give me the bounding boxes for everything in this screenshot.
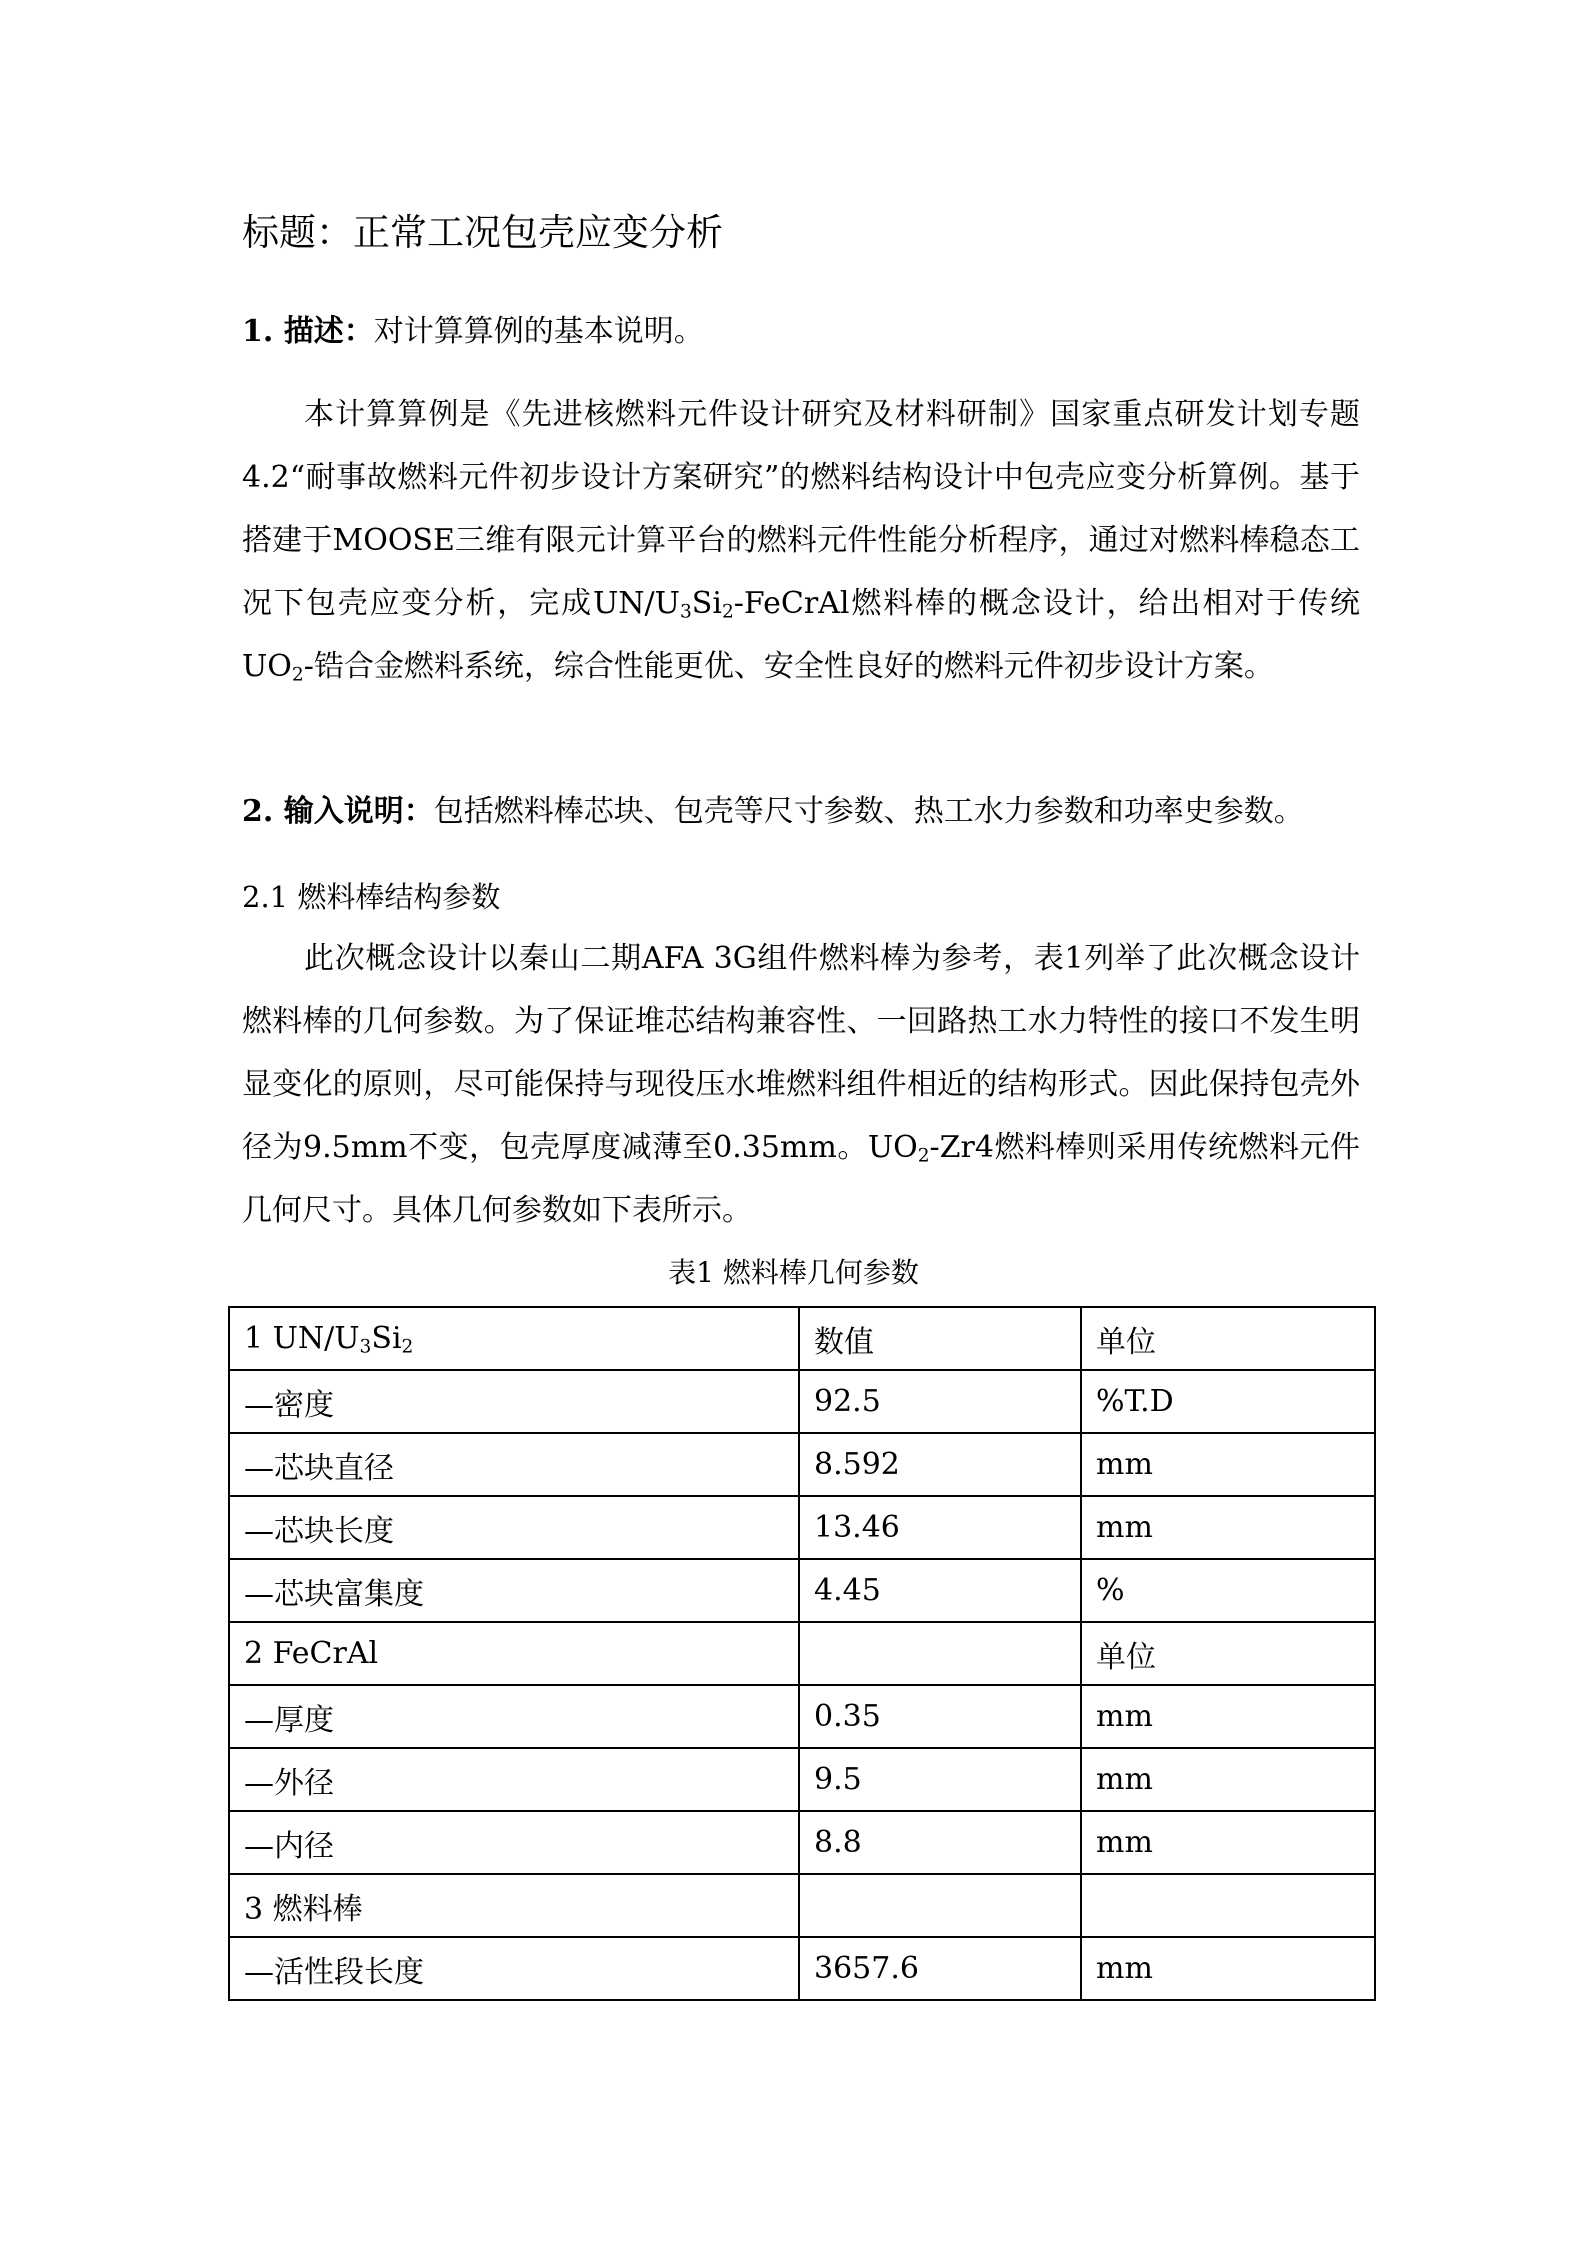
table-cell-value [799, 1874, 1081, 1937]
para2-text-a: 此次概念设计以秦山二期AFA 3G组件燃料棒为参考，表1列举了此次概念设计燃料棒的几何参数。为了保证堆芯结构兼容性、一回路热工水力特性的接口不发生明显变化的原则，尽可能保持与现役压水堆燃料组件相近的结构形式。因此保持包壳外径为9.5mm不变，包壳厚度减薄至0.35mm。UO [242, 941, 1360, 1165]
section-2-1-heading: 2.1 燃料棒结构参数 [242, 880, 501, 914]
section-2-heading: 2. 输入说明： [242, 794, 434, 829]
table-cell-unit: mm [1081, 1496, 1375, 1559]
table-cell-name: —外径 [229, 1748, 799, 1811]
para1-text-b: Si [691, 586, 722, 621]
table-row [229, 1622, 1375, 1685]
table-cell-value: 4.45 [799, 1559, 1081, 1622]
table-caption: 表1 燃料棒几何参数 [668, 1256, 919, 1289]
table-row [229, 1559, 1375, 1622]
section-1-heading-line [242, 312, 704, 352]
header-sub-2: 2 [401, 1336, 414, 1358]
table-row [229, 1370, 1375, 1433]
table-row [229, 1937, 1375, 2000]
table-header-unit: 单位 [1081, 1307, 1375, 1370]
table-cell-name: —芯块富集度 [229, 1559, 799, 1622]
section-2-heading-line [242, 792, 1304, 832]
table-cell-value: 13.46 [799, 1496, 1081, 1559]
section-1-heading: 1. 描述： [242, 314, 374, 349]
table-row [229, 1685, 1375, 1748]
table-cell-unit: mm [1081, 1685, 1375, 1748]
structure-paragraph [242, 927, 1360, 1242]
table-cell-name: 2 FeCrAl [229, 1622, 799, 1685]
section-2-text: 包括燃料棒芯块、包壳等尺寸参数、热工水力参数和功率史参数。 [433, 794, 1304, 829]
table-cell-value: 9.5 [799, 1748, 1081, 1811]
table-cell-unit: 单位 [1081, 1622, 1375, 1685]
table-row [229, 1433, 1375, 1496]
table-row [229, 1748, 1375, 1811]
table-cell-value: 8.592 [799, 1433, 1081, 1496]
table-cell-unit: % [1081, 1559, 1375, 1622]
para1-sub-2: 2 [721, 601, 734, 623]
para1-text-c: -FeCrAl燃料棒的概念设计，给出相对于传统UO [242, 586, 1360, 684]
fuel-rod-parameter-table [228, 1306, 1376, 2001]
para2-text-b: -Zr4燃料棒则采用传统燃料元件几何尺寸。具体几何参数如下表所示。 [242, 1130, 1360, 1228]
table-cell-value: 8.8 [799, 1811, 1081, 1874]
para1-sub-1: 3 [679, 601, 692, 623]
para1-text-d: -锆合金燃料系统，综合性能更优、安全性良好的燃料元件初步设计方案。 [303, 649, 1274, 684]
para1-sub-3: 2 [291, 664, 304, 686]
table-cell-unit: mm [1081, 1433, 1375, 1496]
table-row [229, 1811, 1375, 1874]
header-sub-1: 3 [359, 1336, 372, 1358]
section-1-text: 对计算算例的基本说明。 [373, 314, 704, 349]
header-name-b: Si [371, 1321, 402, 1356]
table-cell-unit: mm [1081, 1748, 1375, 1811]
table-cell-value: 3657.6 [799, 1937, 1081, 2000]
table-cell-name: —芯块长度 [229, 1496, 799, 1559]
table-cell-name: —活性段长度 [229, 1937, 799, 2000]
table-cell-unit: %T.D [1081, 1370, 1375, 1433]
table-cell-name: —芯块直径 [229, 1433, 799, 1496]
table-header-value: 数值 [799, 1307, 1081, 1370]
page-title: 标题：正常工况包壳应变分析 [242, 211, 723, 254]
table-cell-name: —密度 [229, 1370, 799, 1433]
table-cell-unit [1081, 1874, 1375, 1937]
table-cell-unit: mm [1081, 1811, 1375, 1874]
table-cell-name: —内径 [229, 1811, 799, 1874]
table-cell-name: —厚度 [229, 1685, 799, 1748]
para2-sub-1: 2 [917, 1145, 930, 1167]
table-header-row [229, 1307, 1375, 1370]
table-cell-value [799, 1622, 1081, 1685]
table-cell-value: 92.5 [799, 1370, 1081, 1433]
table-row [229, 1496, 1375, 1559]
table-header-name [229, 1307, 799, 1370]
para1-text-a: 本计算算例是《先进核燃料元件设计研究及材料研制》国家重点研发计划专题4.2“耐事故燃料元件初步设计方案研究”的燃料结构设计中包壳应变分析算例。基于搭建于MOOSE三维有限元计算平台的燃料元件性能分析程序，通过对燃料棒稳态工况下包壳应变分析，完成UN/U [242, 397, 1360, 621]
table-row [229, 1874, 1375, 1937]
description-paragraph [242, 383, 1360, 698]
header-name-a: 1 UN/U [244, 1321, 360, 1356]
table-cell-value: 0.35 [799, 1685, 1081, 1748]
table-cell-unit: mm [1081, 1937, 1375, 2000]
table-cell-name: 3 燃料棒 [229, 1874, 799, 1937]
